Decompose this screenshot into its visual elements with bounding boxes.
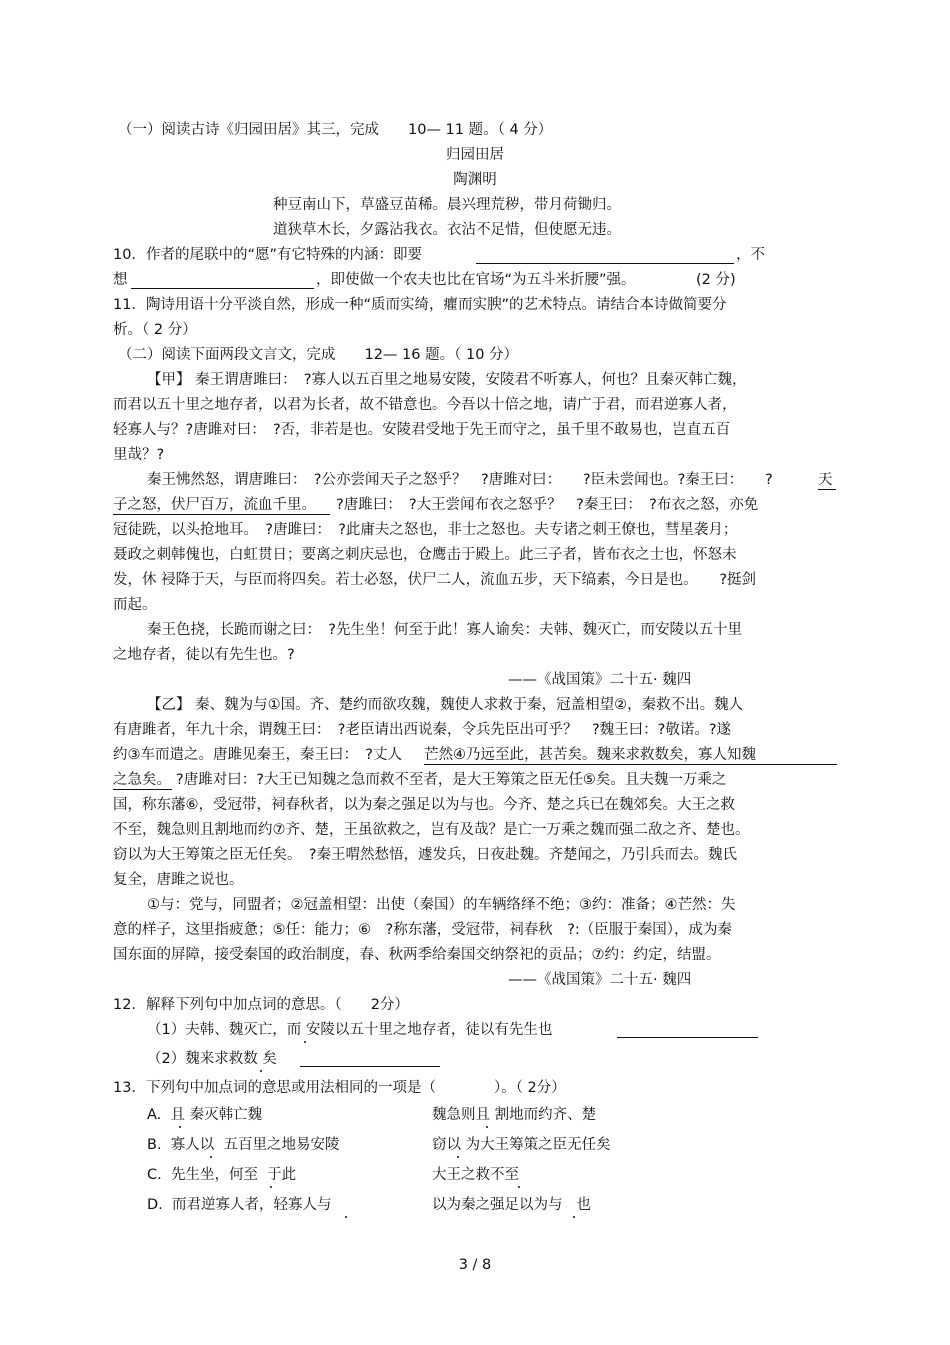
q13-title: 13．下列句中加点词的意思或用法相同的一项是（ ）。（ 2分） <box>113 1080 566 1096</box>
emphasis-dot <box>270 1186 272 1188</box>
emphasis-dot <box>210 1156 212 1158</box>
yi-line-5: 国，称东藩⑥，受冠带，祠春秋者，以为秦之强足以为与也。今齐、楚之兵已在魏郊矣。大王之救 <box>113 797 735 813</box>
yi-note-3: 国东面的屏障，接受秦国的政治制度，春、秋两季给秦国交纳祭祀的贡品；⑦约：约定，结盟。 <box>113 947 721 963</box>
emphasis-dot <box>486 1126 488 1128</box>
q13-option-d-right: 以为秦之强足以为与 也 <box>432 1197 591 1213</box>
q12-answer-blank-2[interactable] <box>300 1066 440 1067</box>
yi-line-7: 窃以为大王筹策之臣无任矣。 ?秦王喟然愁悟，遽发兵，日夜赴魏。齐楚闻之，乃引兵而去。魏氏 <box>113 847 737 863</box>
poem-author: 陶渊明 <box>453 172 497 188</box>
q13-option-c-right: 大王之救不至 <box>432 1167 519 1183</box>
jia-line-4: 里哉？? <box>113 447 165 463</box>
jia-line-11: 秦王色挠，长跪而谢之曰： ?先生坐！何至于此！寡人谕矣：夫韩、魏灭亡，而安陵以五十里 <box>147 622 742 638</box>
yi-line-8: 复全，唐雎之说也。 <box>113 872 244 888</box>
q10-answer-blank-2[interactable] <box>131 288 314 289</box>
q12-answer-blank-1[interactable] <box>617 1037 758 1038</box>
q13-option-a-right: 魏急则且 割地而约齐、楚 <box>432 1107 597 1123</box>
q10-answer-blank-1[interactable] <box>476 263 734 264</box>
yi-source: ——《战国策》二十五· 魏四 <box>508 972 692 988</box>
q12-item-2: （2）魏来求救数 矣 <box>147 1051 277 1067</box>
yi-underlined-phrase-a: 芒然④乃远至此，甚苦矣。魏来求救数矣，寡人知魏 <box>424 746 837 765</box>
q13-option-a-left: A. 且 秦灭韩亡魏 <box>147 1107 263 1123</box>
jia-line-6: ?唐雎曰： ?大王尝闻布衣之怒乎？ ?秦王曰： ?布衣之怒，亦免 <box>336 497 759 513</box>
emphasis-dot <box>345 1216 347 1218</box>
q13-option-c-left: C. 先生坐，何至 于此 <box>147 1167 297 1183</box>
page-number: 3 / 8 <box>458 1257 492 1273</box>
jia-line-5: 秦王怫然怒，谓唐雎曰： ?公亦尝闻天子之怒乎？ ?唐雎对曰： ?臣未尝闻也。?秦王曰： ? <box>147 472 773 488</box>
q11-text-a: 11．陶诗用语十分平淡自然，形成一种“质而实绮，癯而实腴”的艺术特点。请结合本诗做简要分 <box>113 297 727 313</box>
jia-line-12: 之地存者，徒以有先生也。? <box>113 647 295 663</box>
q10-score: (2 分) <box>696 272 736 288</box>
q13-option-b-right: 窃以 为大王筹策之臣无任矣 <box>432 1137 611 1153</box>
emphasis-dot <box>518 1186 520 1188</box>
jia-line-9: 发，休 祲降于天，与臣而将四矣。若士必怒，伏尸二人，流血五步，天下缟素，今日是也。 ?挺剑 <box>113 572 757 588</box>
jia-line-8: 聂政之刺韩傀也，白虹贯日；要离之刺庆忌也，仓鹰击于殿上。此三子者，皆布衣之士也，怀怒未 <box>113 547 737 563</box>
poem-line-2: 道狭草木长，夕露沾我衣。衣沾不足惜，但使愿无违。 <box>273 222 621 238</box>
q12-item-1: （1）夫韩、魏灭亡，而 安陵以五十里之地存者，徒以有先生也 <box>147 1022 553 1038</box>
emphasis-dot <box>179 1126 181 1128</box>
q10-text-d: ，即使做一个农夫也比在官场“为五斗米折腰”强。 <box>316 272 636 288</box>
poem-title: 归园田居 <box>446 147 504 163</box>
q11-text-b: 析。（ 2 分） <box>113 322 197 338</box>
emphasis-dot <box>260 1070 262 1072</box>
emphasis-dot <box>573 1216 575 1218</box>
yi-line-4: ?唐雎对曰：?大王已知魏之急而救不至者，是大王筹策之臣无任⑤矣。且夫魏一万乘之 <box>176 772 727 788</box>
emphasis-dot <box>457 1156 459 1158</box>
yi-line-2: 有唐雎者，年九十余，谓魏王曰： ?老臣请出西说秦，令兵先臣出可乎？ ?魏王曰：?敬诺。?遂 <box>113 722 732 738</box>
jia-line-1: 【甲】 秦王谓唐雎曰： ?寡人以五百里之地易安陵，安陵君不听寡人，何也？且秦灭韩亡魏， <box>147 372 747 388</box>
poem-line-1: 种豆南山下，草盛豆苗稀。晨兴理荒秽，带月荷锄归。 <box>273 197 621 213</box>
q13-option-d-left: D. 而君逆寡人者，轻寡人与 <box>147 1197 332 1213</box>
jia-line-7: 冠徒跣，以头抢地耳。 ?唐雎曰： ?此庸夫之怒也，非士之怒也。夫专诸之刺王僚也，彗星袭月； <box>113 522 738 538</box>
yi-line-3: 约③车而遣之。唐雎见秦王，秦王曰： ?丈人 <box>113 747 402 763</box>
q10-text-b: ，不 <box>736 247 765 263</box>
yi-underlined-phrase-b: 之急矣。 <box>113 772 171 788</box>
emphasis-dot <box>304 1041 306 1043</box>
yi-note-1: ①与：党与，同盟者；②冠盖相望：出使（秦国）的车辆络绎不绝；③约：准备；④芒然：失 <box>147 897 736 913</box>
jia-underlined-phrase: 子之怒，伏尸百万，流血千里。 <box>113 496 330 515</box>
jia-line-10: 而起。 <box>113 597 157 613</box>
q10-text-a: 10．作者的尾联中的“愿”有它特殊的内涵：即要 <box>113 247 422 263</box>
section2-title: （二）阅读下面两段文言文，完成 12— 16 题。（ 10 分） <box>118 347 519 363</box>
q13-option-b-left: B. 寡人以 五百里之地易安陵 <box>147 1137 340 1153</box>
jia-source: ——《战国策》二十五· 魏四 <box>508 672 692 688</box>
q10-text-c: 想 <box>113 272 128 288</box>
yi-note-2: 意的样子，这里指疲惫；⑤任：能力；⑥ ?称东藩，受冠带，祠春秋 ?:（臣服于秦国），成为秦 <box>113 922 733 938</box>
jia-line-3: 轻寡人与？?唐雎对曰： ?否，非若是也。安陵君受地于先王而守之，虽千里不敢易也，岂直五百 <box>113 422 731 438</box>
q12-title: 12．解释下列句中加点词的意思。（ 2分） <box>113 997 409 1013</box>
jia-line-2: 而君以五十里之地存者，以君为长者，故不错意也。今吾以十倍之地，请广于君，而君逆寡人者， <box>113 397 737 413</box>
yi-line-6: 不至，魏急则且割地而约⑦齐、楚，王虽欲救之，岂有及哉？是亡一万乘之魏而强二敌之齐、楚也。 <box>113 822 750 838</box>
jia-underlined-tian: 天 <box>818 471 836 490</box>
yi-line-1: 【乙】 秦、魏为与①国。齐、楚约而欲攻魏，魏使人求救于秦，冠盖相望②，秦救不出。魏人 <box>147 697 744 713</box>
section1-title: （一）阅读古诗《归园田居》其三，完成 10— 11 题。（ 4 分） <box>118 122 553 138</box>
